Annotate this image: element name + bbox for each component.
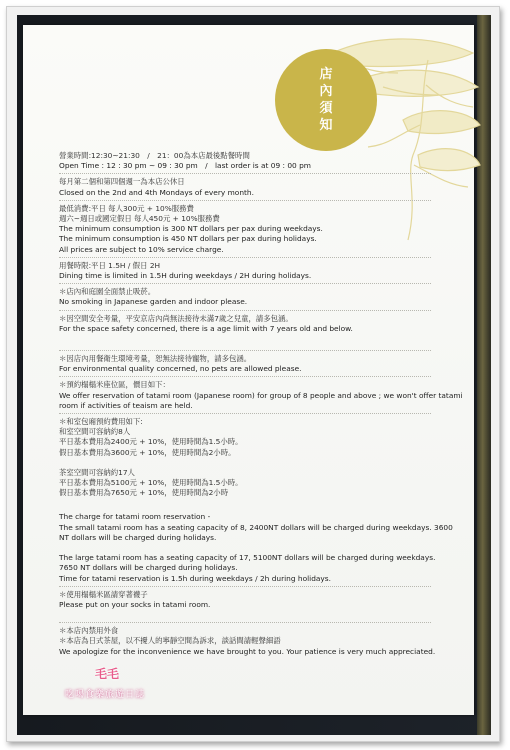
text-line: The small tatami room has a seating capacity of 8, 2400NT dollars will be charged during weekdays. 3600 (59, 522, 453, 532)
watermark-title: 毛毛 (95, 667, 120, 681)
section-tatami-fees-chinese (59, 417, 469, 498)
text-line: 茶室空間可容納約17人 (59, 467, 135, 477)
divider (59, 310, 431, 311)
text-line: NT dollars will be charged during holidays. (59, 532, 217, 542)
watermark-subtitle: 吃喝食樂旅遊日誌 (65, 690, 146, 700)
text-line: We offer reservation of tatami room (Japanese room) for group of 8 people and above ; we won't offer tatami (59, 390, 463, 400)
section-hours (59, 151, 469, 171)
text-line: For environmental quality concerned, no pets are allowed please. (59, 364, 302, 374)
notice-content (59, 151, 469, 657)
text-line: 平日基本費用為2400元 + 10%，使用時間為1.5小時。 (59, 437, 243, 447)
section-minimum-consumption (59, 204, 469, 255)
divider (59, 586, 431, 587)
photo-frame (6, 6, 500, 742)
section-tatami-fees-english (59, 512, 469, 583)
text-line: The minimum consumption is 450 NT dollars per pax during holidays. (59, 234, 317, 244)
section-age-limit (59, 314, 469, 334)
text-line: ＊和室包廂預約費用如下: (59, 417, 143, 427)
text-line: Dining time is limited in 1.5H during weekdays / 2H during holidays. (59, 271, 312, 281)
text-line: 和室空間可容納約8人 (59, 427, 131, 437)
text-line: 平日基本費用為5100元 + 10%，使用時間為1.5小時。 (59, 478, 243, 488)
text-line: ＊本店內禁用外食 (59, 626, 119, 636)
text-line: ＊店內和庭園全面禁止吸菸。 (59, 287, 156, 297)
text-line: ＊因空間安全考量，平安京店內尚無法接待未滿7歲之兒童，請多包涵。 (59, 313, 293, 323)
notice-badge (275, 49, 377, 151)
text-line: 7650 NT dollars will be charged during holidays. (59, 563, 238, 573)
badge-char: 內 (319, 84, 333, 99)
divider (59, 376, 431, 377)
section-socks (59, 590, 469, 610)
text-line: All prices are subject to 10% service charge. (59, 244, 224, 254)
divider (59, 257, 431, 258)
text-line: Open Time : 12 : 30 pm ~ 09 : 30 pm / last order is at 09 : 00 pm (59, 161, 312, 171)
badge-char: 店 (319, 67, 333, 82)
divider (59, 413, 431, 414)
text-line: Closed on the 2nd and 4th Mondays of every month. (59, 187, 254, 197)
text-line: 每月第二個和第四個週一為本店公休日 (59, 177, 185, 187)
text-line: ＊預約榻榻米座位區，價目如下： (59, 380, 170, 390)
text-line: The charge for tatami room reservation - (59, 512, 211, 522)
text-line: 營業時間:12:30~21:30 / 21：00為本店最後點餐時間 (59, 151, 250, 160)
text-line: 假日基本費用為3600元 + 10%，使用時間為2小時。 (59, 447, 236, 457)
text-line: ＊本店為日式茶屋，以不擾人的寧靜空間為訴求，談話間請輕聲細語 (59, 636, 281, 646)
badge-char: 須 (319, 101, 333, 116)
text-line: Please put on your socks in tatami room. (59, 599, 211, 609)
text-line: We apologize for the inconvenience we have brought to you. Your patience is very much appreciated. (59, 646, 436, 656)
divider (59, 200, 431, 201)
text-line: ＊使用榻榻米區請穿著襪子 (59, 589, 148, 599)
section-no-pets (59, 354, 469, 374)
text-line: 用餐時限:平日 1.5H / 假日 2H (59, 260, 161, 270)
notice-sheet (23, 25, 474, 715)
text-line: No smoking in Japanese garden and indoor please. (59, 297, 248, 307)
badge-char: 知 (319, 118, 333, 133)
text-line: The minimum consumption is 300 NT dollars per pax during weekdays. (59, 224, 323, 234)
text-line: The large tatami room has a seating capacity of 17, 5100NT dollars will be charged during weekdays. (59, 553, 436, 563)
text-line: ＊因店內用餐衛生環境考量，恕無法接待寵物，請多包涵。 (59, 354, 252, 364)
divider (59, 350, 431, 351)
text-line: For the space safety concerned, there is a age limit with 7 years old and below. (59, 323, 353, 333)
section-house-rules (59, 626, 469, 657)
photo (17, 15, 491, 735)
section-tatami-reservation (59, 380, 469, 411)
divider (59, 173, 431, 174)
section-dining-time (59, 261, 469, 281)
text-line: 週六~週日或國定假日 每人450元 + 10%服務費 (59, 214, 220, 224)
divider (59, 283, 431, 284)
section-no-smoking (59, 287, 469, 307)
text-line: Time for tatami reservation is 1.5h during weekdays / 2h during holidays. (59, 573, 331, 583)
text-line: room if activities of teaism are held. (59, 400, 193, 410)
text-line: 假日基本費用為7650元 + 10%，使用時間為2小時 (59, 488, 229, 498)
divider (59, 622, 431, 623)
section-closed-days (59, 177, 469, 197)
text-line: 最低消費:平日 每人300元 + 10%服務費 (59, 203, 194, 213)
